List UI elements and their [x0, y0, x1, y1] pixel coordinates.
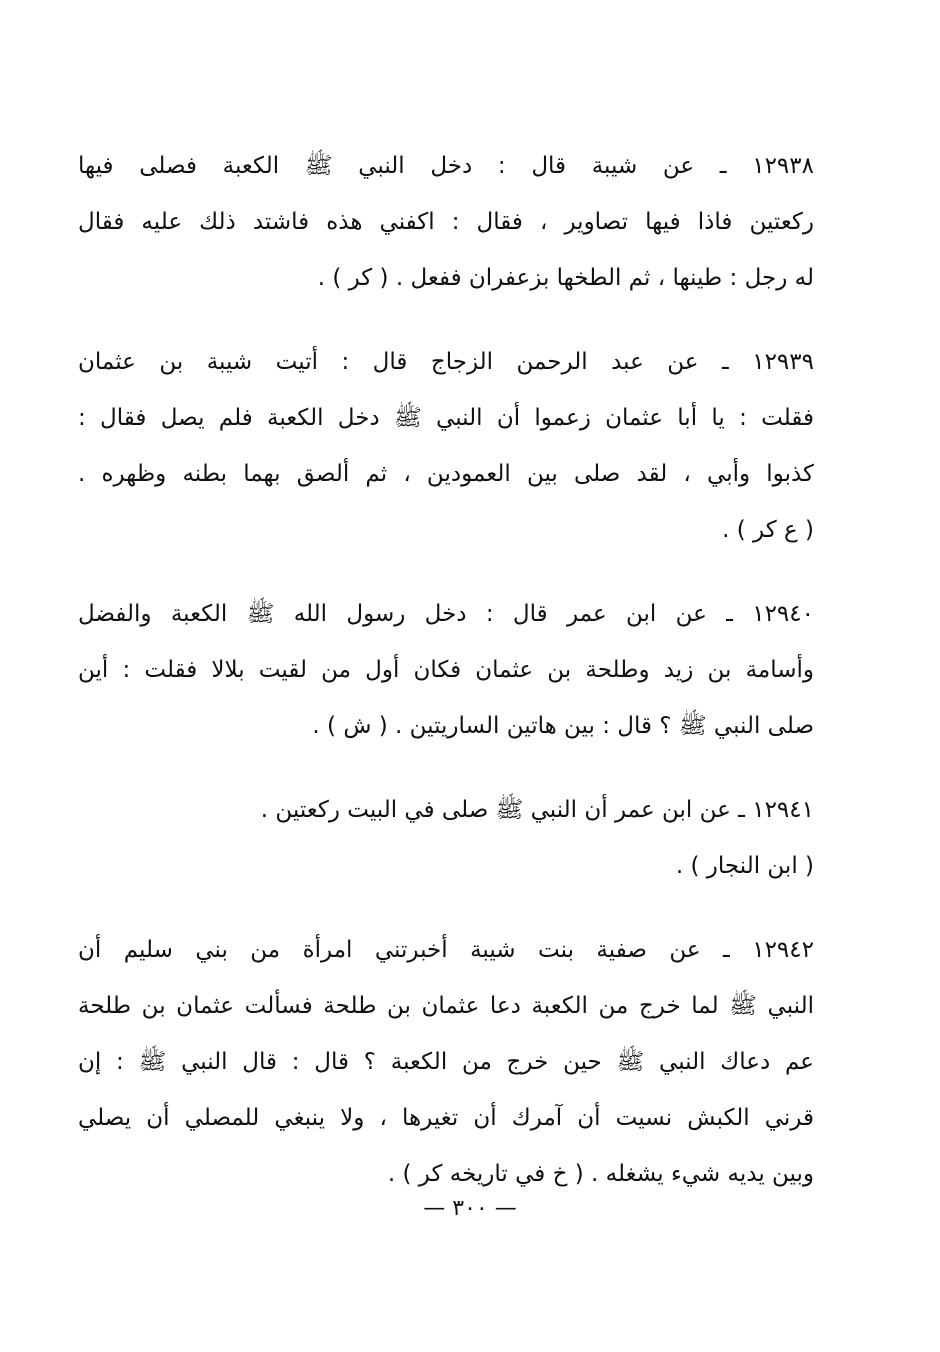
- text-line: النبي ﷺ لما خرج من الكعبة دعا عثمان بن طلحة فسألت عثمان بن طلحة: [78, 993, 814, 1019]
- text-line: ( ابن النجار ) .: [675, 853, 814, 879]
- text-line: كذبوا وأبي ، لقد صلى بين العمودين ، ثم ألصق بهما بطنه وظهره .: [78, 461, 814, 487]
- text-line: له رجل : طينها ، ثم الطخها بزعفران ففعل . ( كر ) .: [317, 265, 814, 291]
- hadith-12942: [78, 922, 814, 1202]
- text-line: ١٢٩٤٠ ـ عن ابن عمر قال : دخل رسول الله ﷺ الكعبة والفضل: [78, 601, 814, 627]
- hadith-12940: [78, 586, 814, 754]
- hadith-12938: [78, 138, 814, 306]
- text-line: صلى النبي ﷺ ؟ قال : بين هاتين الساريتين . ( ش ) .: [312, 713, 814, 739]
- text-line: فقلت : يا أبا عثمان زعموا أن النبي ﷺ دخل الكعبة فلم يصل فقال :: [78, 405, 814, 431]
- text-line: ١٢٩٤٢ ـ عن صفية بنت شيبة أخبرتني امرأة من بني سليم أن: [78, 937, 814, 963]
- text-line: قرني الكبش نسيت أن آمرك أن تغيرها ، ولا ينبغي للمصلي أن يصلي: [78, 1105, 814, 1131]
- hadith-text-block: [78, 138, 814, 1230]
- hadith-12941: [78, 782, 814, 894]
- hadith-12939: [78, 334, 814, 558]
- page-number: — ٣٠٠ —: [423, 1196, 517, 1221]
- text-line: وبين يديه شيء يشغله . ( خ في تاريخه كر ) .: [387, 1161, 814, 1187]
- text-line: ١٢٩٣٨ ـ عن شيبة قال : دخل النبي ﷺ الكعبة فصلى فيها: [78, 153, 814, 179]
- text-line: ركعتين فاذا فيها تصاوير ، فقال : اكفني هذه فاشتد ذلك عليه فقال: [78, 209, 814, 235]
- text-line: وأسامة بن زيد وطلحة بن عثمان فكان أول من لقيت بلالا فقلت : أين: [78, 657, 814, 683]
- text-line: ( ع كر ) .: [722, 517, 814, 543]
- text-line: ١٢٩٣٩ ـ عن عبد الرحمن الزجاج قال : أتيت شيبة بن عثمان: [78, 349, 814, 375]
- text-line: ١٢٩٤١ ـ عن ابن عمر أن النبي ﷺ صلى في البيت ركعتين .: [260, 797, 814, 823]
- text-line: عم دعاك النبي ﷺ حين خرج من الكعبة ؟ قال : قال النبي ﷺ : إن: [78, 1049, 814, 1075]
